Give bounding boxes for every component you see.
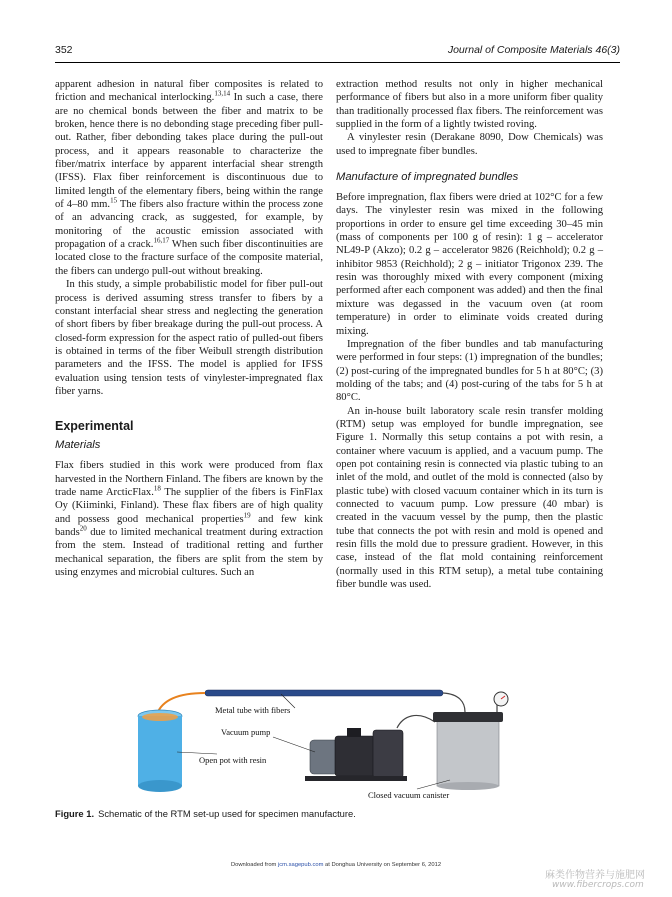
open-pot xyxy=(138,716,182,786)
canister-base xyxy=(437,782,499,790)
paragraph: Impregnation of the fiber bundles and tab manufacturing were performed in four steps: (1) impregnation of the bundles; (2) post-curing of the impregnated bundles for 5 h at 80°C; (3) molding of the tabs; and (4) post-curing of the tabs for 5 h at 80°C. xyxy=(336,338,603,404)
pump-body xyxy=(335,736,375,776)
pointer-pot xyxy=(177,752,217,754)
paragraph: extraction method results not only in higher mechanical performance of fibers but also in a more uniform fiber quality than traditionally processed flax fibers. The reinforcement was supplied in the form of a lightly twisted roving. xyxy=(336,79,603,131)
journal-name: Journal of Composite Materials 46(3) xyxy=(447,44,620,56)
watermark-url: www.fibercrops.com xyxy=(552,880,644,890)
caption-text: Schematic of the RTM set-up used for specimen manufacture. xyxy=(98,808,356,819)
paragraph: Before impregnation, flax fibers were dried at 102°C for a few days. The vinylester resin was mixed in the following proportions in order to ensure gel time exceeding 30–45 min (mass of components per 100 g of resin): 1 g – accelerator NL49-P (Akzo); 0.2 g – accelerator 9826 (Reichhold); 0.2 g – inhibitor 9853 (Reichhold); 2 g – initiator Trigonox 239. The resin was thoroughly mixed with every component (mixing performed after each component was added) and then the final mixture was degassed in the vacuum oven (at room temperature) in order to eliminate voids created during mixing. xyxy=(336,192,603,337)
left-column xyxy=(55,78,323,579)
download-footer: Downloaded from jcm.sagepub.com at Donghua University on September 6, 2012 xyxy=(230,862,442,868)
section-title: Experimental xyxy=(55,419,134,434)
metal-tube xyxy=(205,690,443,696)
subsection-title: Manufacture of impregnated bundles xyxy=(336,171,519,184)
outlet-hose xyxy=(443,693,465,712)
resin-surface xyxy=(142,713,178,721)
paragraph: In this study, a simple probabilistic model for fiber pull-out process is derived assuming stress transfer to fibers by a constant interfacial shear stress and neglecting the generation of short fibers by fiber breakage during the pull-out process. A closed-form expression for the aspect ratio of pulled-out fibers is obtained in terms of the fiber Weibull strength distribution parameters and the IFSS. The model is applied for IFSS evaluation using tension tests of vinylester-impregnated flax fiber yarns. xyxy=(55,279,323,397)
page-number: 352 xyxy=(55,44,73,56)
label-open-pot: Open pot with resin xyxy=(199,755,267,765)
paragraph: An in-house built laboratory scale resin transfer molding (RTM) setup was employed for bundle impregnation, see Figure 1. Normally this setup contains a pot with resin, a container where vacuum is applied, and a vacuum pump. The open pot containing resin is connected via plastic tubing to an inlet of the mold, and outlet of the mold is connected (also by plastic tube) with closed vacuum container which in its turn is connected to vacuum pump. Low pressure (40 mbar) is created in the vacuum vessel by the pump, then the plastic tube that connects the pot with resin and mold is opened and resin fills the mold due to pressure gradient. However, in this case, instead of the flat mold containing reinforcement (normally used in this RTM setup), a metal tube containing fiber bundle was used. xyxy=(336,405,603,591)
canister-lid xyxy=(433,712,503,722)
running-header xyxy=(55,44,620,60)
paragraph: apparent adhesion in natural fiber composites is related to friction and mechanical interlocking.$^{13,14}$ In such a case, there are no chemical bonds between the fiber and matrix to be broken, hence there is no debonding stage preceding fiber pull-out. Rather, fiber debonding takes place during the pull-out process, and it appears reasonable to characterize the fiber/matrix interface by apparent interfacial shear strength (IFSS). Flax fiber reinforcement is discontinuous due to limited length of the elementary fibers, being within the range of 4–80 mm.$^{15}$ The fibers also fracture within the process zone of an advancing crack, as suggested, for example, by monitoring of the acoustic emission associated with propagation of a crack.$^{16,17}$ When such fiber discontinuities are located close to the fracture surface of the composite material, the fibers can undergo pull-out without breaking. xyxy=(55,79,323,277)
pointer-pump xyxy=(273,737,315,752)
header-rule xyxy=(55,62,620,63)
pump-base xyxy=(305,776,407,781)
label-metal-tube: Metal tube with fibers xyxy=(215,705,291,715)
paragraph: Flax fibers studied in this work were produced from flax harvested in the Northern Finland. The fibers are known by the trade name ArcticFlax.$^{18}$ The supplier of the fibers is FinFlax Oy (Kiiminki, Finland). These flax fibers are of high quality and possess good mechanical properties$^{19}$ and few kink bands$^{20}$ due to limited mechanical treatment during extraction from the stem. Instead of traditional retting and further mechanical separation, the fibers are split from the stem by using enzymes and microbial cultures. Such an xyxy=(55,460,323,578)
rtm-setup-figure xyxy=(135,688,530,800)
label-vacuum-pump: Vacuum pump xyxy=(221,727,271,737)
vacuum-canister xyxy=(437,720,499,786)
journal-link[interactable]: jcm.sagepub.com xyxy=(277,862,324,868)
pot-base xyxy=(138,780,182,792)
subsection-title: Materials xyxy=(55,439,101,452)
paragraph: A vinylester resin (Derakane 8090, Dow Chemicals) was used to impregnate fiber bundles. xyxy=(336,132,603,157)
pump-head xyxy=(373,730,403,778)
right-column xyxy=(336,78,603,591)
label-canister: Closed vacuum canister xyxy=(368,790,450,800)
pump-motor xyxy=(310,740,338,774)
vacuum-hose xyxy=(397,715,435,728)
figure-caption xyxy=(55,808,356,819)
watermark-text: 麻类作物营养与施肥网 xyxy=(545,870,645,881)
pump-handle xyxy=(347,728,361,737)
caption-label: Figure 1. xyxy=(55,808,95,819)
